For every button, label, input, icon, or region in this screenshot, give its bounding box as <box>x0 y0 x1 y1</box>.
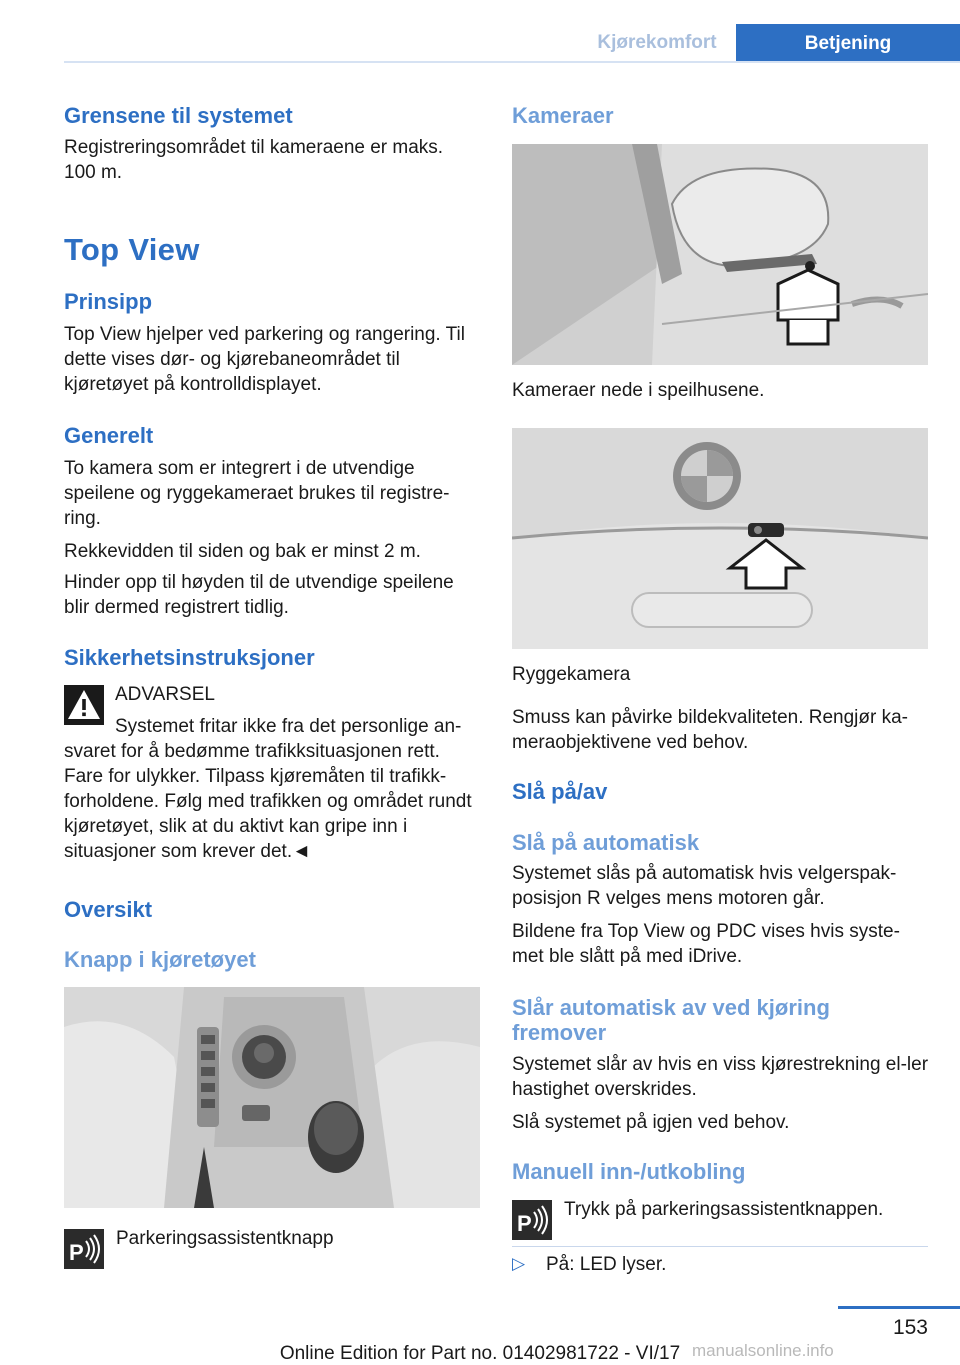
parking-button-caption: Parkeringsassistentknapp <box>116 1228 334 1249</box>
limits-heading: Grensene til systemet <box>64 103 293 128</box>
footer-rule <box>838 1306 960 1309</box>
bullet-top-rule <box>512 1246 928 1247</box>
cameras-caption-2: Ryggekamera <box>512 664 631 685</box>
edition-note: Online Edition for Part no. 01402981722 - VI/17 <box>279 1343 681 1364</box>
warning-text: svaret for å bedømme trafikksituasjonen rett. Fare for ulykker. Tilpass kjøremåten til trafikk-forholdene. Følg med trafikken og området rundt kjøretøyet, slik at du aktivt kan gripe inn i situasjoner som krever det.◄ <box>64 741 472 862</box>
center-console-image <box>64 987 480 1208</box>
warning-triangle-icon <box>64 685 104 725</box>
auto-on-text-2: Bildene fra Top View og PDC vises hvis syste-met ble slått på med iDrive. <box>512 921 900 967</box>
rear-camera-image <box>512 428 928 649</box>
manual-text: Trykk på parkeringsassistentknappen. <box>564 1199 884 1220</box>
svg-text:P: P <box>517 1211 532 1236</box>
page-header <box>0 0 960 62</box>
header-rule <box>64 61 960 63</box>
safety-heading: Sikkerhetsinstruksjoner <box>64 645 315 670</box>
svg-text:P: P <box>69 1240 84 1265</box>
cameras-caption-1: Kameraer nede i speilhusene. <box>512 380 765 401</box>
general-heading: Generelt <box>64 423 154 448</box>
cameras-heading: Kameraer <box>512 103 614 128</box>
onoff-heading: Slå på/av <box>512 779 608 804</box>
general-text-1: To kamera som er integrert i de utvendige speilene og ryggekameraet brukes til registre-ring. <box>64 458 450 529</box>
page-number: 153 <box>892 1316 928 1339</box>
bullet-triangle-icon: ▷ <box>512 1254 526 1273</box>
principle-text: Top View hjelper ved parkering og rangering. Til dette vises dør- og kjørebaneområdet til kjøretøyet på kontrolldisplayet. <box>64 324 465 395</box>
auto-on-text-1: Systemet slås på automatisk hvis velgerspak-posisjon R velges mens motoren går. <box>512 863 897 909</box>
principle-heading: Prinsipp <box>64 289 153 314</box>
auto-off-heading: Slår automatisk av ved kjøring fremover <box>512 995 830 1045</box>
parking-assistant-icon <box>64 1229 104 1269</box>
manual-heading: Manuell inn-/utkobling <box>512 1159 746 1184</box>
limits-text: Registreringsområdet til kameraene er maks. 100 m. <box>64 137 444 183</box>
header-section: Kjørekomfort <box>597 32 717 53</box>
bullet-text: På: LED lyser. <box>546 1254 667 1275</box>
header-chapter: Betjening <box>736 24 960 63</box>
general-text-2: Rekkevidden til siden og bak er minst 2 m. <box>64 541 421 562</box>
general-text-3: Hinder opp til høyden til de utvendige speilene blir dermed registrert tidlig. <box>64 572 454 618</box>
overview-heading: Oversikt <box>64 897 153 922</box>
warning-text-first-line: Systemet fritar ikke fra det personlige an- <box>115 716 462 737</box>
auto-off-text-2: Slå systemet på igjen ved behov. <box>512 1112 790 1133</box>
topview-title: Top View <box>64 232 200 267</box>
side-mirror-camera-image <box>512 144 928 365</box>
auto-off-text-1: Systemet slår av hvis en viss kjørestrekning el-ler hastighet overskrides. <box>512 1054 929 1100</box>
warning-label: ADVARSEL <box>115 684 215 705</box>
parking-assistant-icon <box>512 1200 552 1240</box>
button-in-vehicle-heading: Knapp i kjøretøyet <box>64 947 256 972</box>
auto-on-heading: Slå på automatisk <box>512 830 700 855</box>
cameras-text: Smuss kan påvirke bildekvaliteten. Rengjør ka-meraobjektivene ved behov. <box>512 707 909 753</box>
watermark: manualsonline.info <box>692 1341 834 1360</box>
